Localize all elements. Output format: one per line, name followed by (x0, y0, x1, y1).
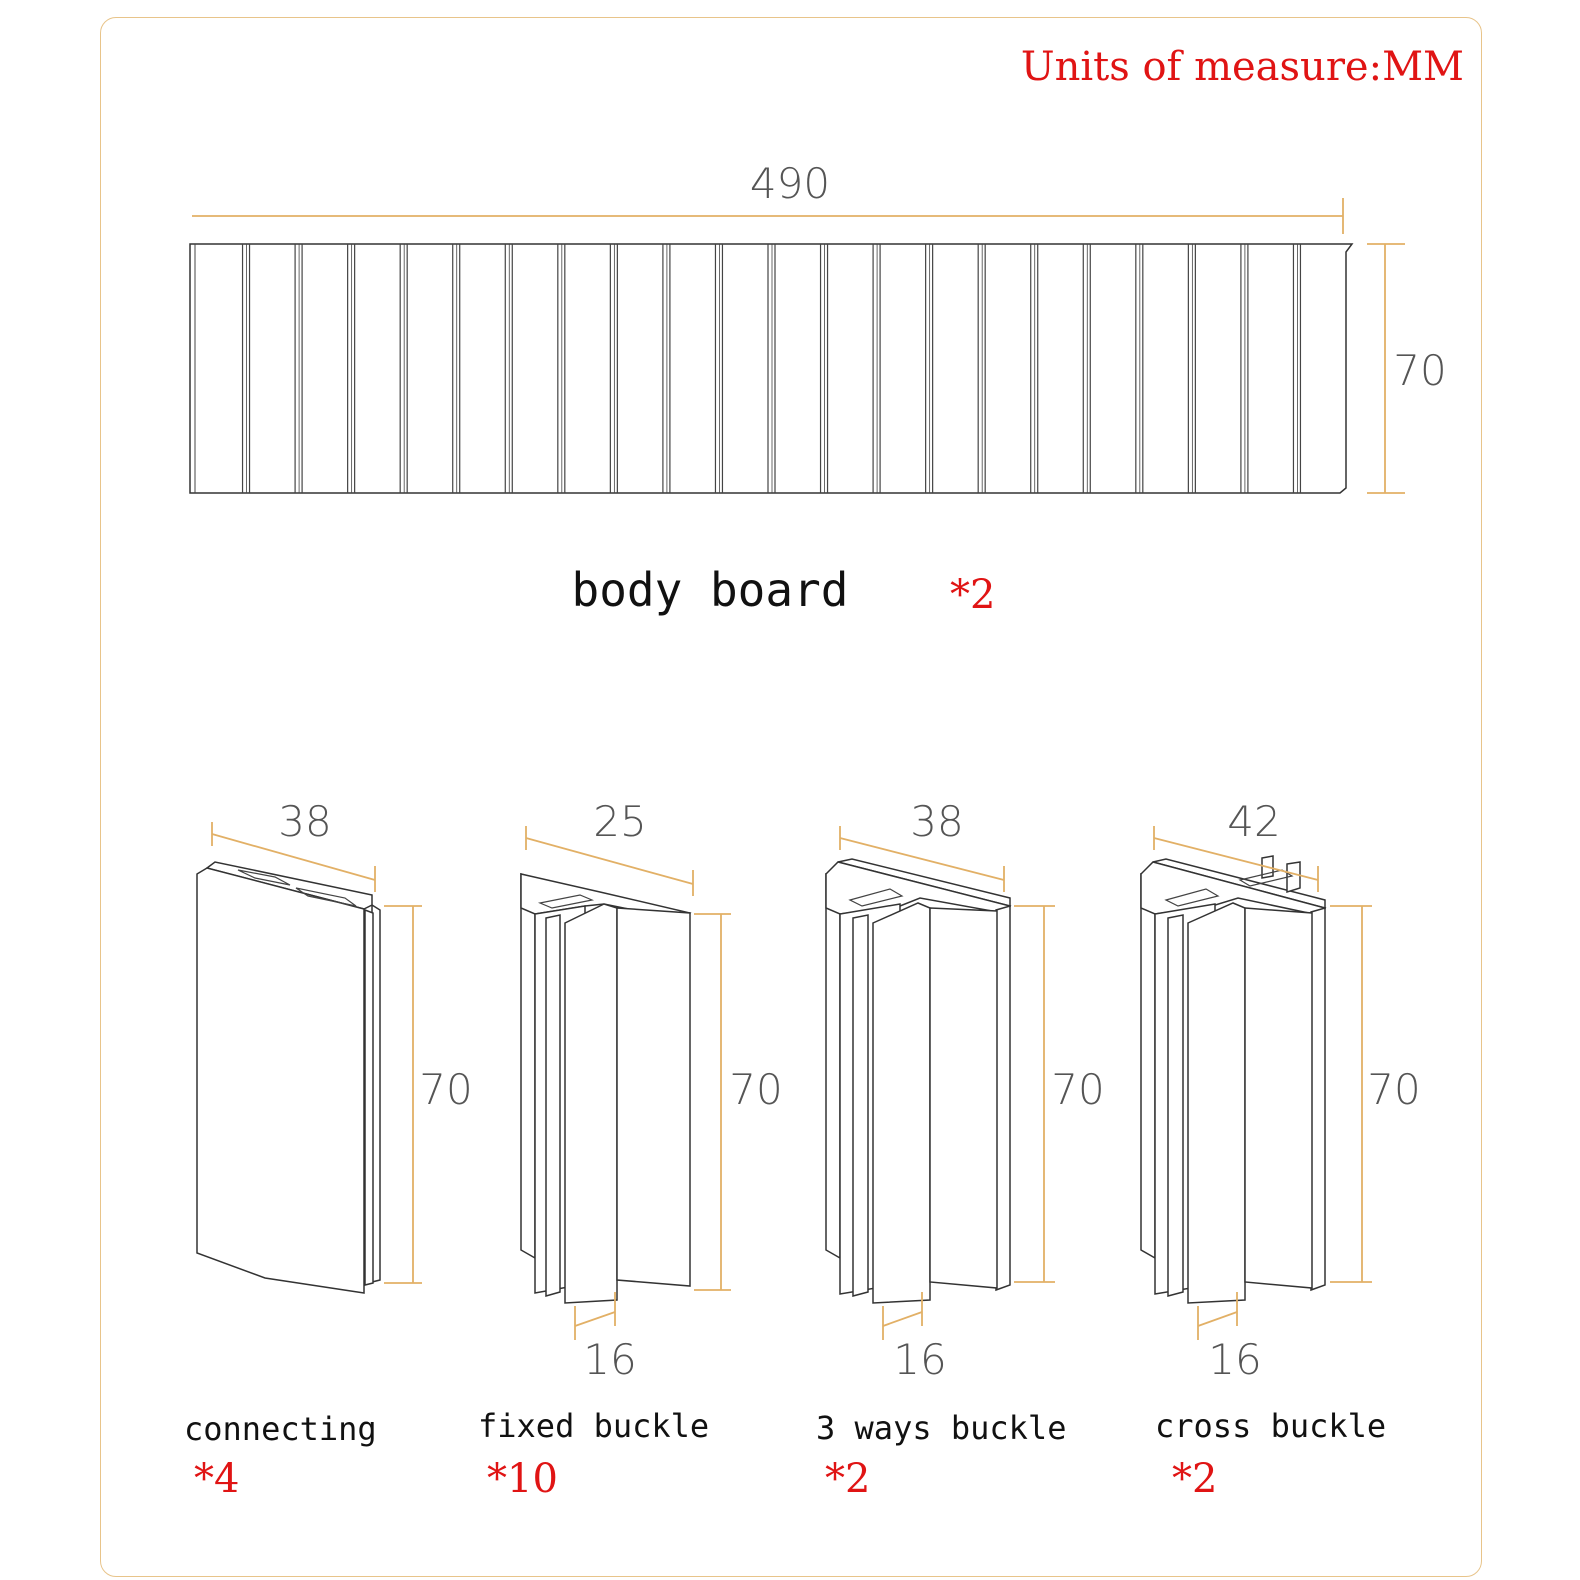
connecting-height-dimension (384, 906, 473, 1283)
body-board-drawing (190, 244, 1352, 493)
connecting-qty: *4 (194, 1456, 240, 1502)
3-ways-buckle-drawing (826, 859, 1010, 1303)
cross-buckle-width-label: 42 (1227, 797, 1281, 846)
connecting-height-label: 70 (419, 1065, 473, 1114)
fixed-buckle-qty: *10 (487, 1456, 558, 1502)
fixed-buckle-width-label: 25 (593, 797, 647, 846)
cross-buckle-drawing (1141, 856, 1325, 1303)
3-ways-buckle-width-label: 38 (910, 797, 964, 846)
body-board-width-dimension (192, 159, 1343, 234)
body-board-height-label: 70 (1393, 346, 1447, 395)
units-label: Units of measure:MM (1020, 44, 1464, 90)
body-board-qty: *2 (950, 572, 996, 618)
body-board-height-dimension (1367, 244, 1447, 493)
cross-buckle-name: cross buckle (1155, 1407, 1387, 1445)
fixed-buckle-depth-label: 16 (583, 1335, 637, 1384)
cross-buckle-height-label: 70 (1367, 1065, 1421, 1114)
body-board-outline (190, 244, 1352, 493)
cross-buckle-height-dimension (1330, 906, 1421, 1282)
cross-buckle-qty: *2 (1172, 1456, 1218, 1502)
3-ways-buckle-depth-label: 16 (893, 1335, 947, 1384)
fixed-buckle-name: fixed buckle (478, 1407, 710, 1445)
cross-buckle-depth-dimension (1198, 1292, 1262, 1384)
body-board-name: body board (571, 563, 849, 617)
3-ways-buckle-depth-dimension (883, 1292, 947, 1384)
connecting-width-label: 38 (278, 797, 332, 846)
3-ways-buckle-height-dimension (1014, 906, 1105, 1282)
connecting-drawing (197, 862, 380, 1293)
fixed-buckle-height-dimension (694, 914, 783, 1290)
3-ways-buckle-name: 3 ways buckle (816, 1409, 1067, 1447)
fixed-buckle-drawing (521, 874, 690, 1303)
fixed-buckle-depth-dimension (575, 1292, 637, 1384)
connecting-name: connecting (184, 1410, 377, 1448)
3-ways-buckle-height-label: 70 (1051, 1065, 1105, 1114)
body-board-width-label: 490 (749, 159, 831, 208)
cross-buckle-depth-label: 16 (1208, 1335, 1262, 1384)
3-ways-buckle-qty: *2 (825, 1456, 871, 1502)
fixed-buckle-height-label: 70 (729, 1065, 783, 1114)
